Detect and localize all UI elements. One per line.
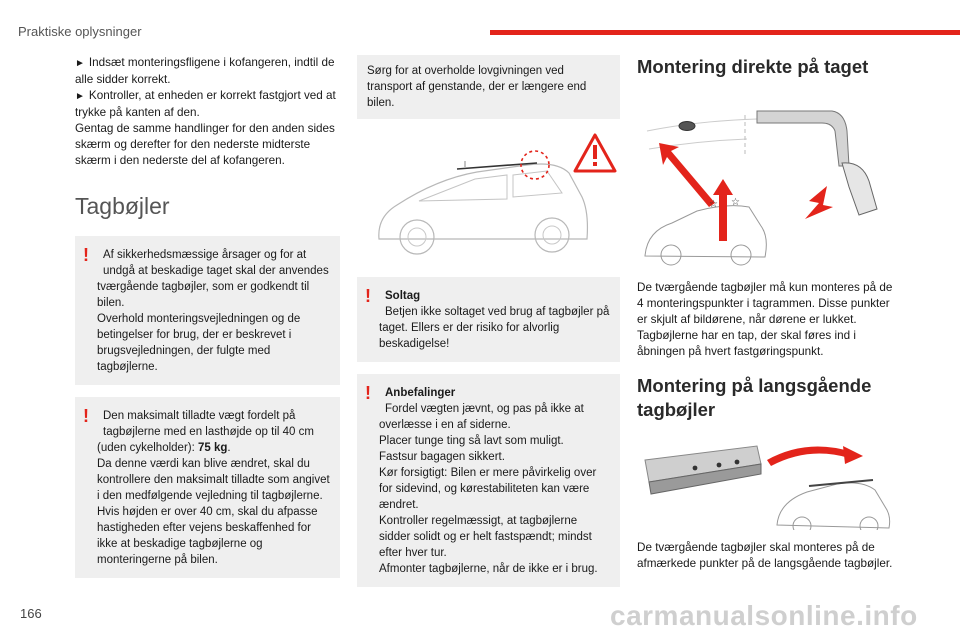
direct-roof-mount-illustration (637, 91, 897, 266)
curved-arrow-icon (767, 447, 852, 466)
warning-box-roof-bars (75, 236, 340, 385)
column-1 (75, 55, 340, 590)
title-direct-roof-mount: Montering direkte på taget (637, 56, 869, 77)
chapter-title: Praktiske oplysninger (18, 24, 142, 39)
warning-icon: ! (365, 383, 371, 403)
soltag-text: Betjen ikke soltaget ved brug af tagbøjler på taget. Ellers er der risiko for alvorlig beskadigelse! (379, 306, 610, 350)
title-longitudinal-mount: Montering på langsgående tagbøjler (637, 375, 872, 420)
arrow-bullet-icon: ► (75, 58, 85, 69)
section-title-tagbojler: Tagbøjler (75, 193, 170, 219)
anbefalinger-title: Anbefalinger (385, 387, 456, 399)
car-roof-warning-illustration (357, 127, 620, 267)
intro-tail: Gentag de samme handlinger for den anden sides skærm og derefter for den nederste midterste skærm i den nederste del af kofangeren. (75, 122, 335, 167)
warning-box-recommendations (357, 374, 620, 587)
page-number: 166 (20, 606, 42, 621)
warning-icon: ! (83, 245, 89, 265)
header-accent-bar (490, 30, 960, 35)
intro-step-2: ► Kontroller, at enheden er korrekt fastgjort ved at trykke på kanten af den. (75, 89, 336, 119)
direct-mount-text: De tværgående tagbøjler må kun monteres på de 4 monteringspunkter i tagrammen. Disse punkter er skjult af bildørene, når dørene er lukket. Tagbøjlerne har en tap, der skal føres ind i åbningen på hvert fastgøringspunkt. (637, 281, 893, 358)
warning-icon: ! (83, 406, 89, 426)
max-weight-value: 75 kg (198, 442, 228, 454)
watermark-text: carmanualsonline.info (610, 600, 918, 631)
page-header (0, 0, 960, 48)
legal-note: Sørg for at overholde lovgivningen ved transport af genstande, der er længere end bilen. (357, 55, 620, 119)
warning-text: Af sikkerhedsmæssige årsager og for at undgå at beskadige taget skal der anvendes tværgående tagbøjler, som er godkendt til bilen. Overhold monteringsvejledningen og de betingelser for brug, der er beskrevet i brugsvejledningen, der fulgte med tagbøjlerne. (97, 249, 329, 373)
arrow-up-icon (713, 179, 733, 241)
intro-step-1: ► Indsæt monteringsfligene i kofangeren, indtil de alle sidder korrekt. (75, 56, 335, 86)
hazard-triangle-icon (575, 135, 615, 171)
column-3 (637, 55, 897, 572)
longitudinal-mount-illustration (637, 430, 897, 530)
anbefalinger-text: Fordel vægten jævnt, og pas på ikke at overlæsse i en af siderne. Placer tunge ting så lavt som muligt. Fastsur bagagen sikkert. Kør forsigtigt: Bilen er mere påvirkelig over for sidevind, og kørestabiliteten kan være ændret. Kontroller regelmæssigt, at tagbøjlerne sidder solidt og er helt fastspændt; mindst efter hver tur. Afmonter tagbøjlerne, når de ikke er i brug. (379, 403, 598, 575)
arrow-bullet-icon: ► (75, 91, 85, 102)
warning-text: Den maksimalt tilladte vægt fordelt på tagbøjlerne med en lasthøjde op til 40 cm (uden cykelholder): 75 kg. Da denne værdi kan blive ændret, skal du kontrollere den maksimalt tilladte som angivet i den medfølgende vejledning til tagbøjlerne. Hvis højden er over 40 cm, skal du afpasse hastigheden efter vejens beskaffenhed for ikke at beskadige tagbøjlerne og monteringerne på bilen. (97, 410, 330, 566)
direction-arrows-icon (805, 186, 833, 219)
column-2 (357, 55, 620, 599)
warning-box-sunroof (357, 277, 620, 362)
warning-icon: ! (365, 286, 371, 306)
soltag-title: Soltag (385, 290, 421, 302)
longitudinal-mount-text: De tværgående tagbøjler skal monteres på de afmærkede punkter på de langsgående tagbøjler. (637, 541, 893, 570)
svg-text:☆: ☆ (709, 199, 718, 210)
warning-box-max-weight (75, 397, 340, 578)
arrow-up-icon (659, 143, 715, 207)
svg-text:☆: ☆ (731, 197, 740, 208)
